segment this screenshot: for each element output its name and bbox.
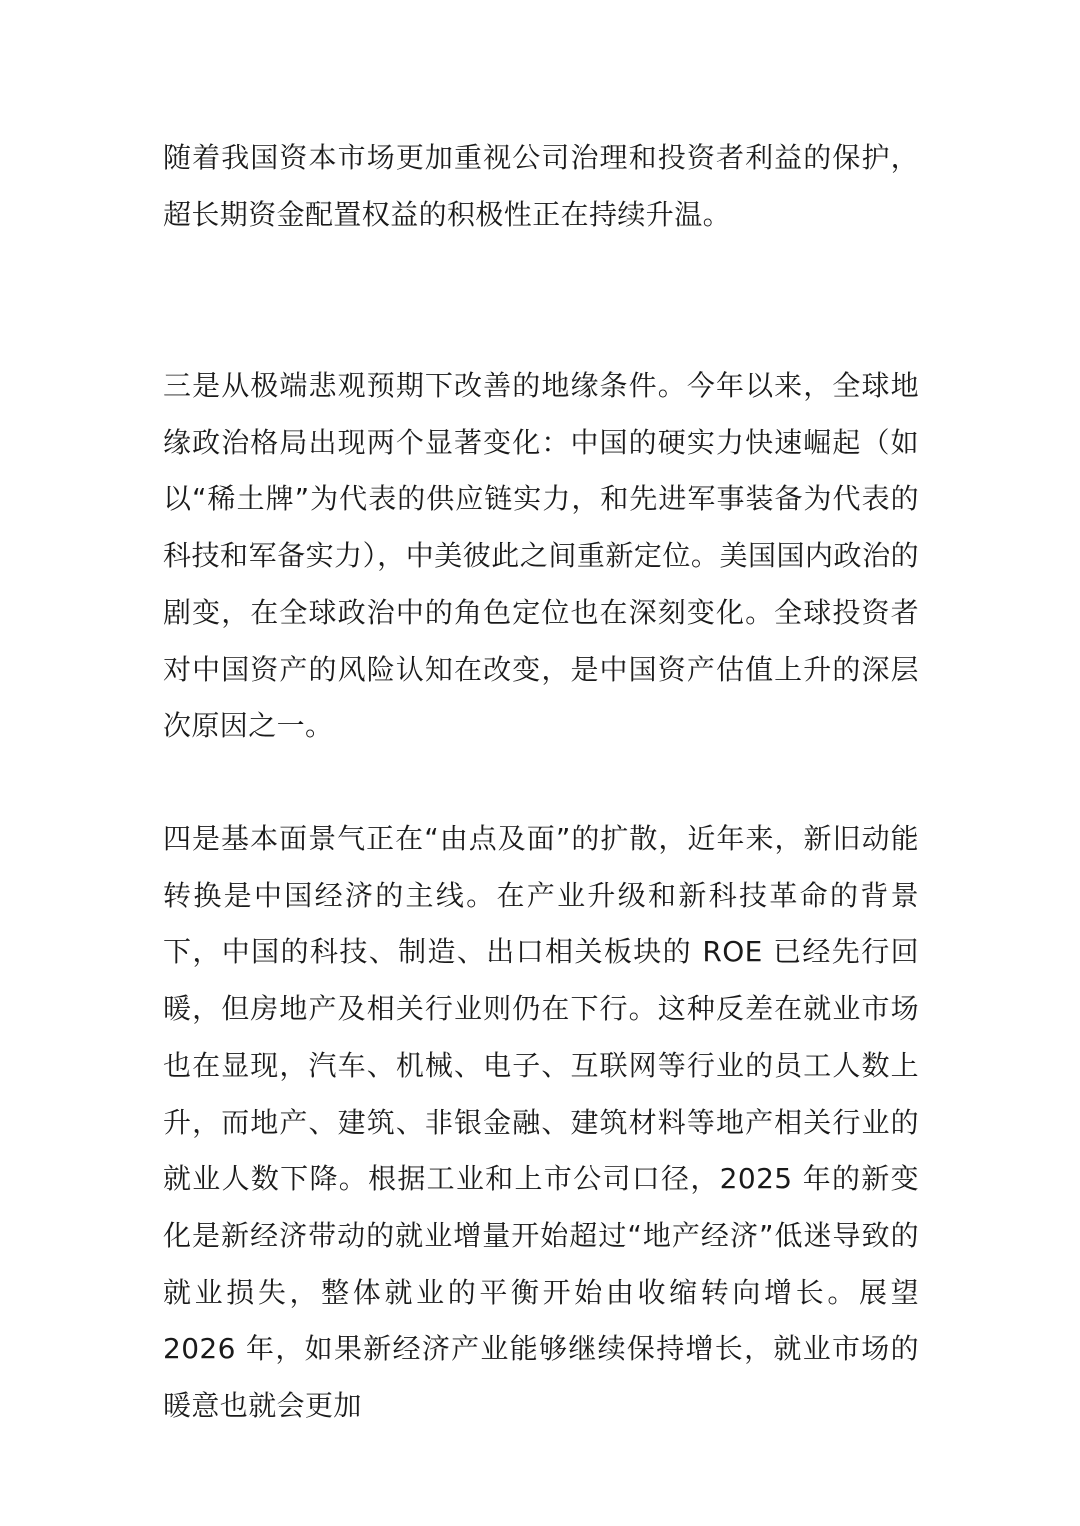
paragraph-capital-market: 随着我国资本市场更加重视公司治理和投资者利益的保护，超长期资金配置权益的积极性正在持续升温。 <box>163 141 919 231</box>
paragraph-geopolitics: 三是从极端悲观预期下改善的地缘条件。今年以来，全球地缘政治格局出现两个显著变化：中国的硬实力快速崛起（如以“稀土牌”为代表的供应链实力，和先进军事装备为代表的科技和军备实力），中美彼此之间重新定位。美国国内政治的剧变，在全球政治中的角色定位也在深刻变化。全球投资者对中国资产的风险认知在改变，是中国资产估值上升的深层次原因之一。 <box>163 369 919 743</box>
paragraph-fundamentals: 四是基本面景气正在“由点及面”的扩散，近年来，新旧动能转换是中国经济的主线。在产业升级和新科技革命的背景下，中国的科技、制造、出口相关板块的 ROE 已经先行回暖，但房地产及相关行业则仍在下行。这种反差在就业市场也在显现，汽车、机械、电子、互联网等行业的员工人数上升，而地产、建筑、非银金融、建筑材料等地产相关行业的就业人数下降。根据工业和上市公司口径，2025 年的新变化是新经济带动的就业增量开始超过“地产经济”低迷导致的就业损失，整体就业的平衡开始由收缩转向增长。展望 2026 年，如果新经济产业能够继续保持增长，就业市场的暖意也就会更加 <box>163 822 919 1423</box>
